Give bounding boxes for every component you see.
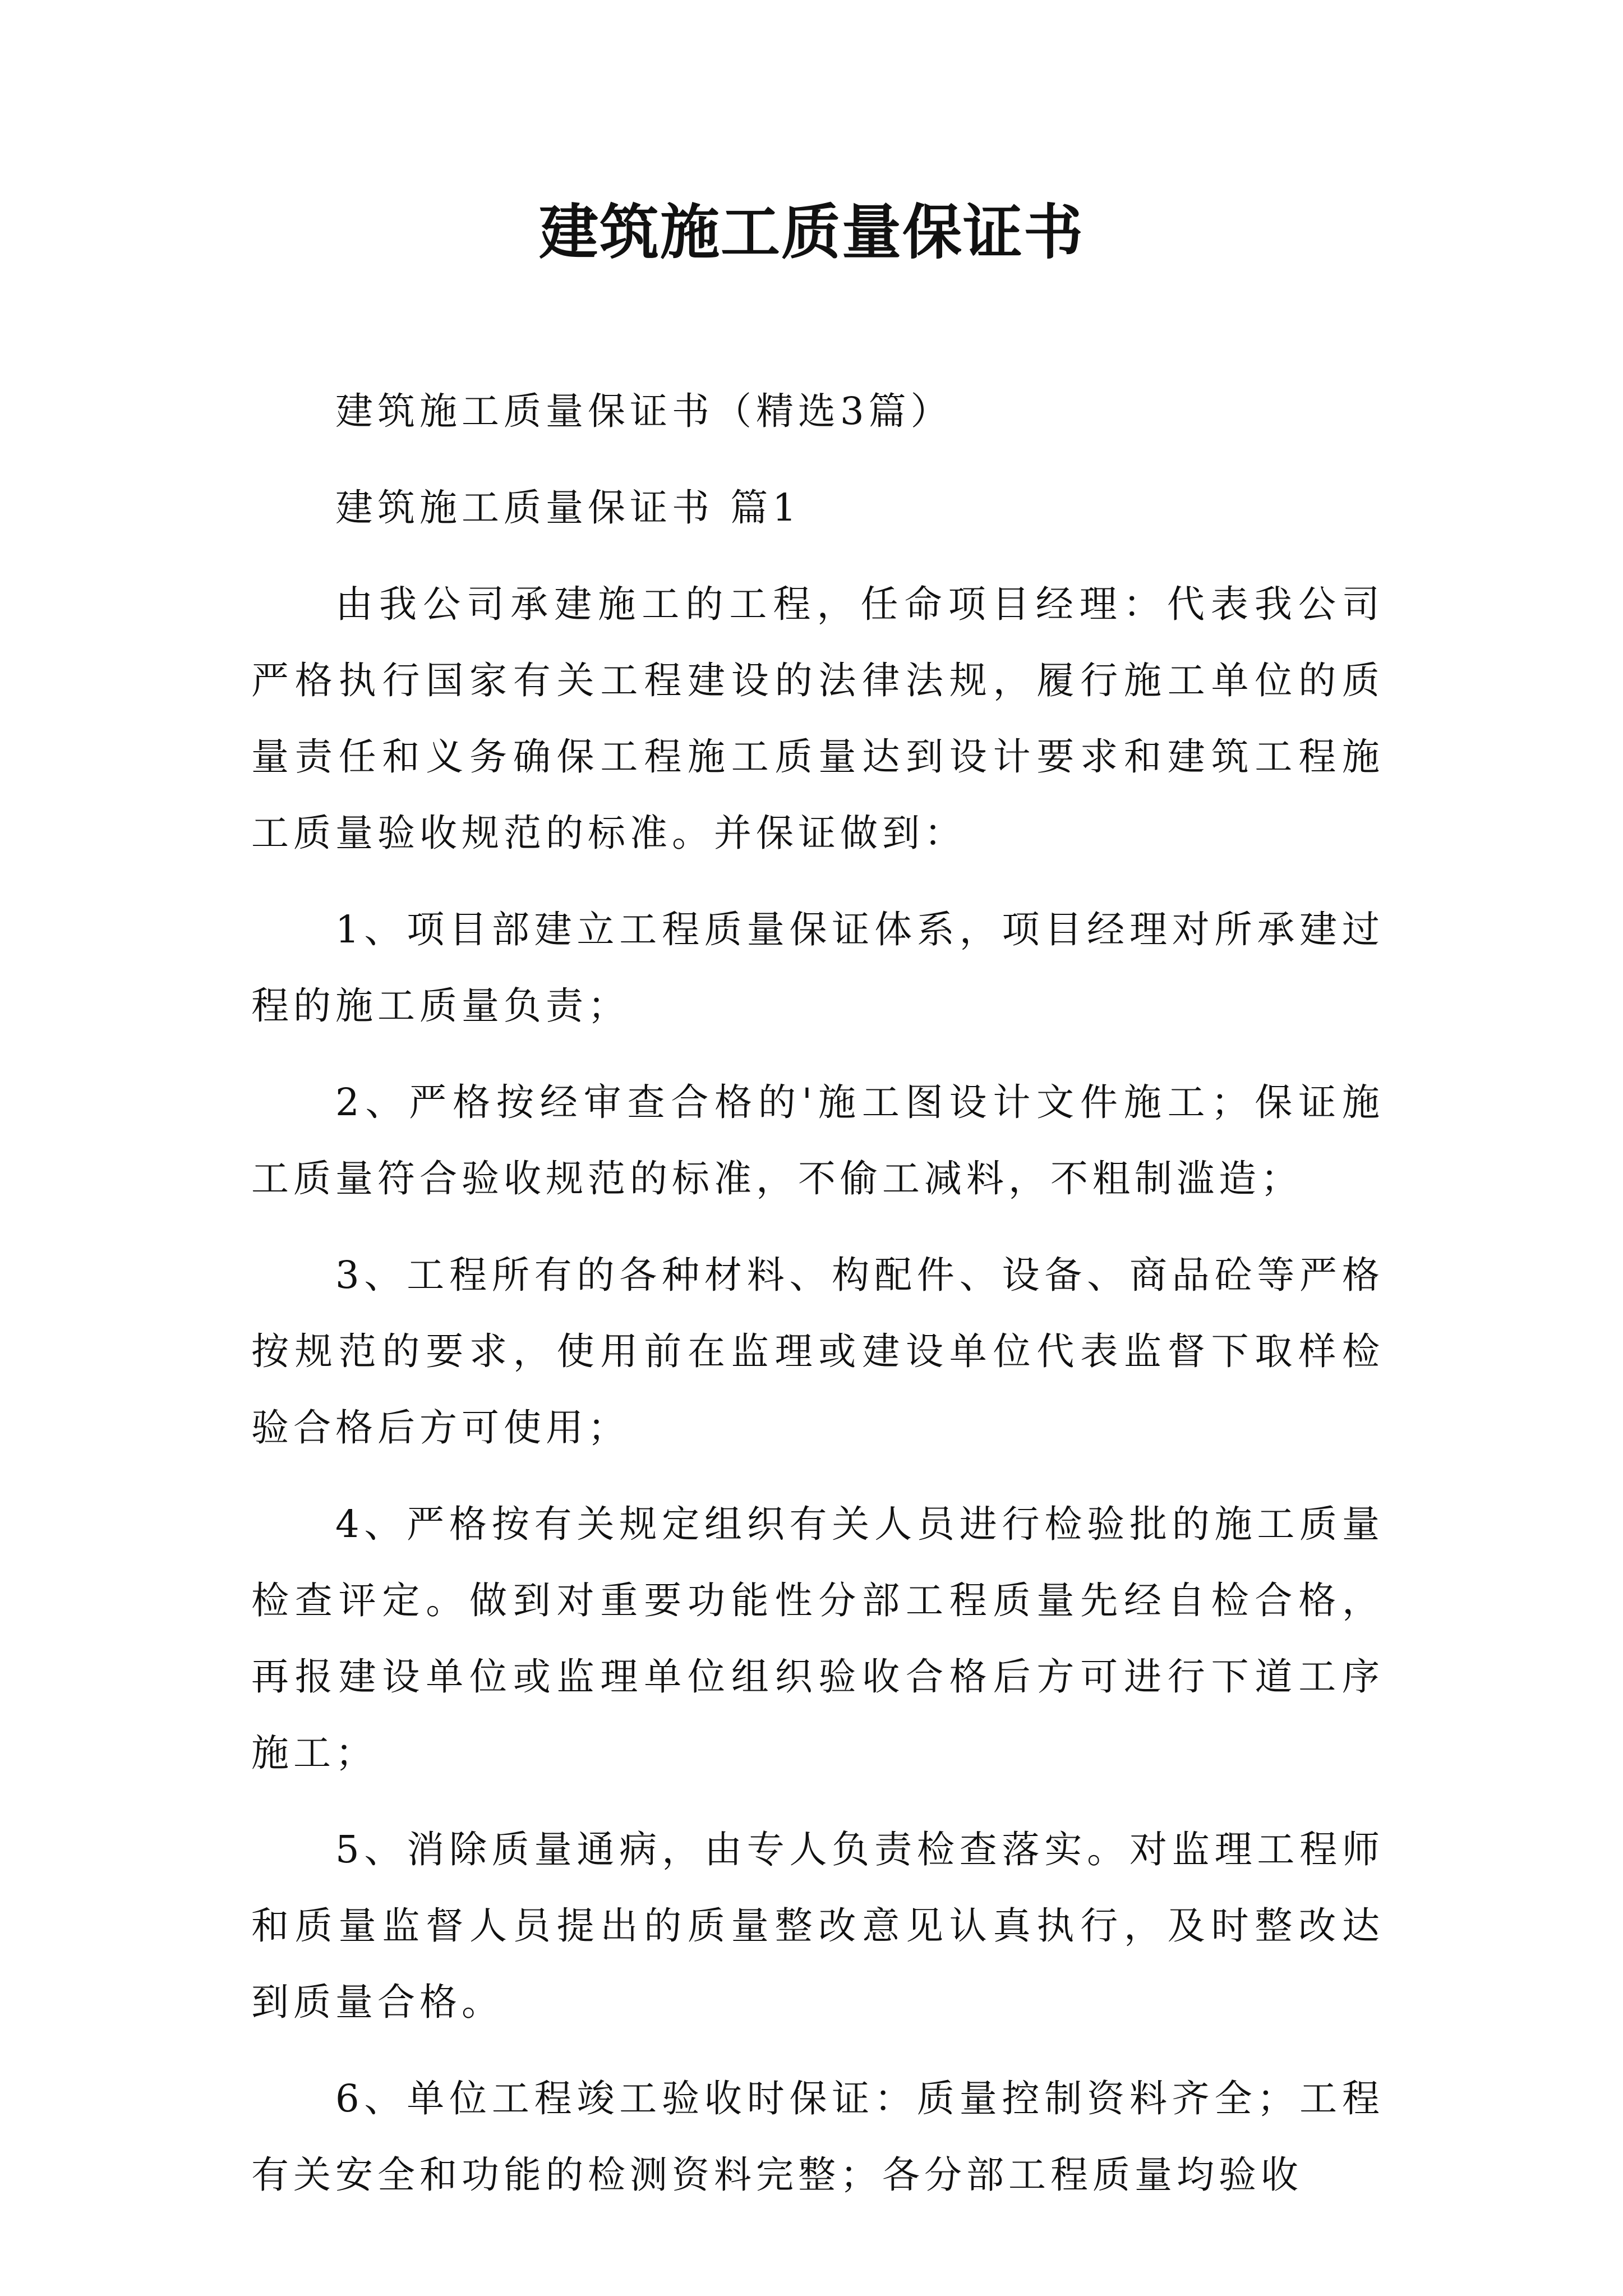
document-title: 建筑施工质量保证书 (539, 198, 1084, 267)
clause-1: 1、项目部建立工程质量保证体系，项目经理对所承建过程的施工质量负责； (251, 908, 1384, 1028)
document-body (251, 373, 1384, 2233)
clause-2: 2、严格按经审查合格的'施工图设计文件施工；保证施工质量符合验收规范的标准，不偷工减料，不粗制滥造； (251, 1080, 1384, 1200)
clause-4: 4、严格按有关规定组织有关人员进行检验批的施工质量检查评定。做到对重要功能性分部工程质量先经自检合格，再报建设单位或监理单位组织验收合格后方可进行下道工序施工； (251, 1502, 1384, 1775)
clause-6: 6、单位工程竣工验收时保证：质量控制资料齐全；工程有关安全和功能的检测资料完整；各分部工程质量均验收 (251, 2077, 1384, 2197)
clause-3: 3、工程所有的各种材料、构配件、设备、商品砼等严格按规范的要求，使用前在监理或建设单位代表监督下取样检验合格后方可使用； (251, 1253, 1384, 1450)
intro-paragraph: 由我公司承建施工的工程，任命项目经理：代表我公司严格执行国家有关工程建设的法律法规，履行施工单位的质量责任和义务确保工程施工质量达到设计要求和建筑工程施工质量验收规范的标准。并保证做到： (251, 582, 1384, 855)
subtitle-paragraph: 建筑施工质量保证书（精选3篇） (335, 389, 953, 433)
section-heading: 建筑施工质量保证书 篇1 (335, 486, 801, 530)
clause-5: 5、消除质量通病，由专人负责检查落实。对监理工程师和质量监督人员提出的质量整改意见认真执行，及时整改达到质量合格。 (251, 1828, 1384, 2024)
